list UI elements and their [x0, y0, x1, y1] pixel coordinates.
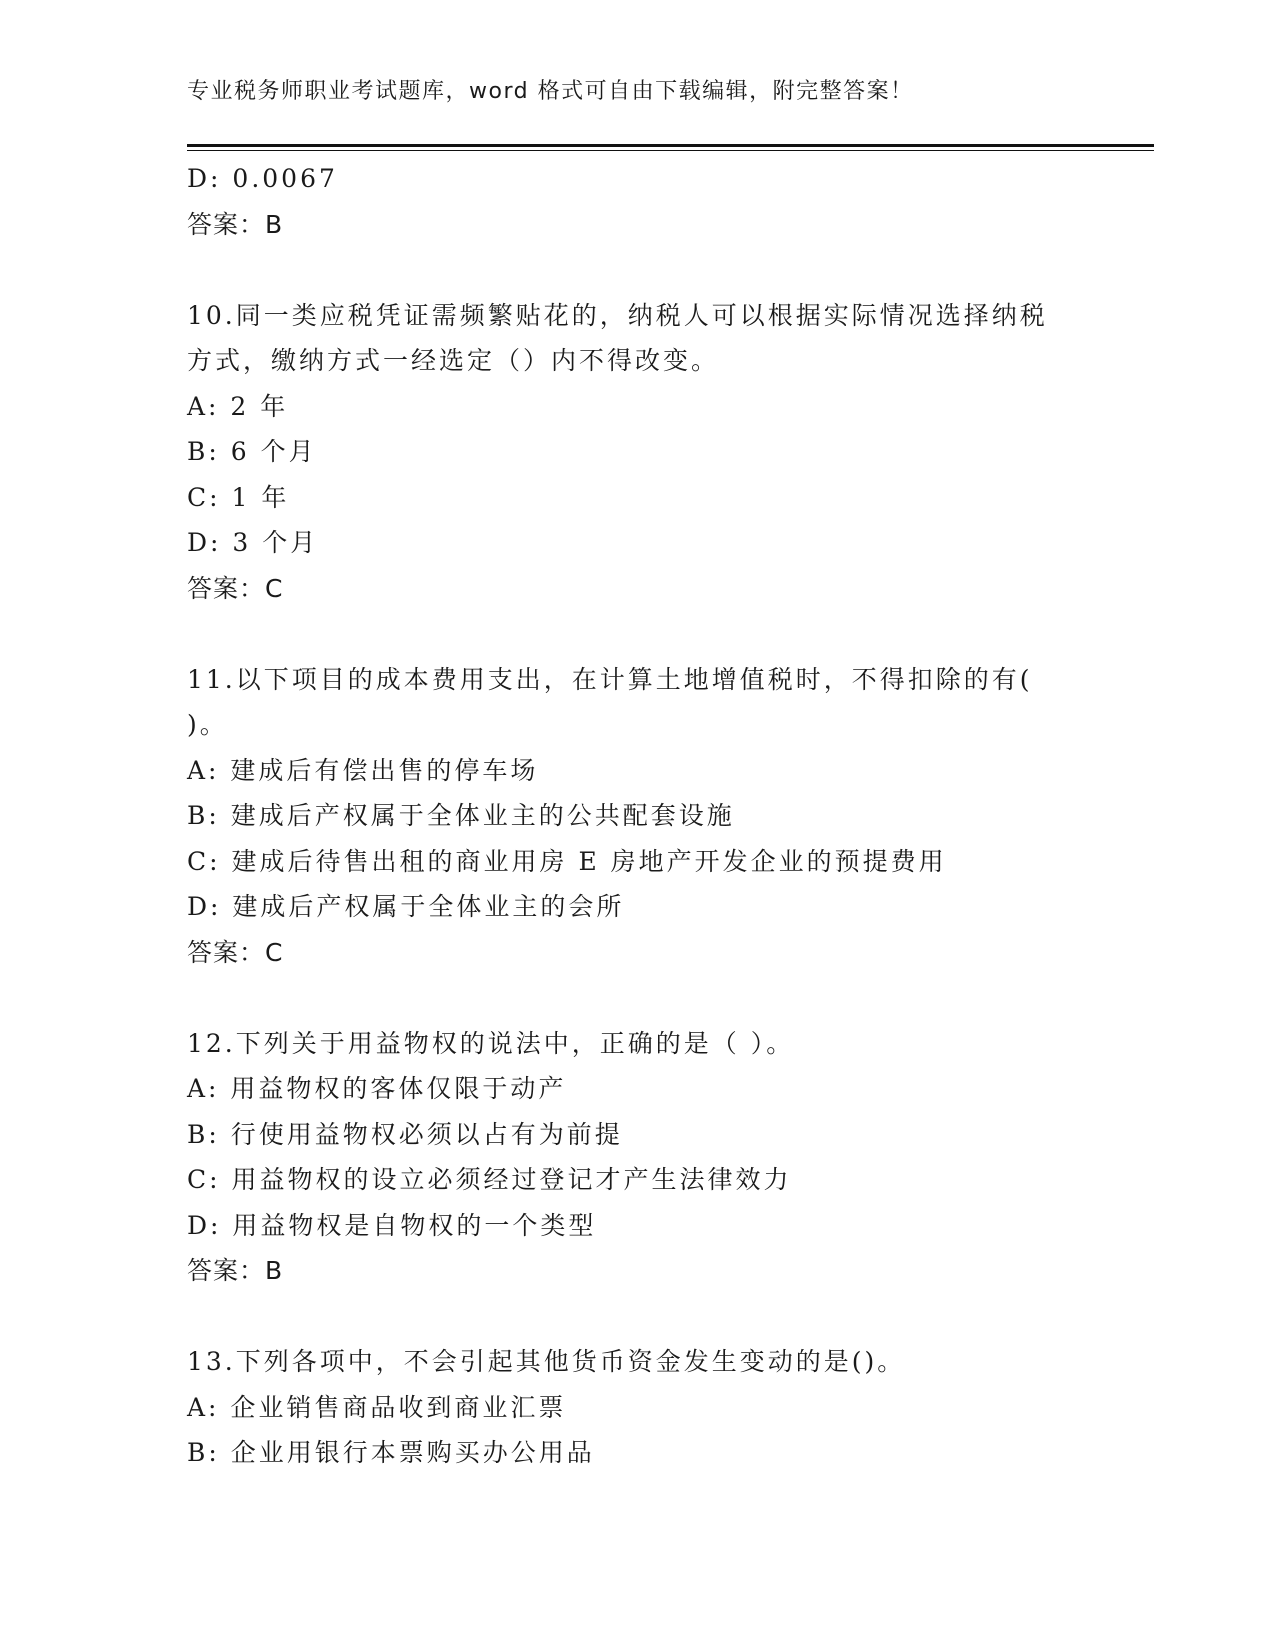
header-rule-thick: [187, 144, 1154, 147]
spacer: [187, 1294, 1087, 1340]
option-a: A: 用益物权的客体仅限于动产: [187, 1074, 567, 1103]
answer: 答案：C: [187, 573, 284, 603]
question-10: [187, 293, 1087, 612]
page-header-note: 专业税务师职业考试题库，word 格式可自由下载编辑，附完整答案！: [187, 79, 914, 104]
option-b: B: 行使用益物权必须以占有为前提: [187, 1119, 623, 1149]
question-stem-line: 12.下列关于用益物权的说法中，正确的是（ ）。: [187, 1028, 795, 1058]
option-b: B: 建成后产权属于全体业主的公共配套设施: [187, 801, 735, 830]
option-d: D: 3 个月: [187, 528, 319, 557]
option-a: A: 企业销售商品收到商业汇票: [187, 1392, 567, 1422]
question-stem-line: 10.同一类应税凭证需频繁贴花的，纳税人可以根据实际情况选择纳税: [187, 300, 1048, 330]
question-11: [187, 657, 1087, 976]
option-b: B: 企业用银行本票购买办公用品: [187, 1438, 595, 1467]
question-content: [187, 156, 1087, 1476]
option-c: C: 用益物权的设立必须经过登记才产生法律效力: [187, 1165, 792, 1194]
option-c: C: 建成后待售出租的商业用房 E 房地产开发企业的预提费用: [187, 846, 947, 876]
question-stem-line: 方式，缴纳方式一经选定（）内不得改变。: [187, 346, 720, 375]
option-d-prev: D: 0.0067: [187, 164, 338, 193]
spacer: [187, 611, 1087, 657]
option-c: C: 1 年: [187, 482, 290, 512]
answer: 答案：B: [187, 1256, 284, 1285]
answer: 答案：C: [187, 937, 284, 967]
answer-prev: 答案：B: [187, 209, 284, 239]
option-d: D: 建成后产权属于全体业主的会所: [187, 892, 625, 921]
question-13: [187, 1339, 1087, 1476]
question-12: [187, 1021, 1087, 1294]
option-d: D: 用益物权是自物权的一个类型: [187, 1210, 597, 1240]
option-b: B: 6 个月: [187, 437, 317, 466]
spacer: [187, 247, 1087, 293]
header-rule-thin: [187, 150, 1154, 151]
option-a: A: 2 年: [187, 391, 289, 421]
spacer: [187, 975, 1087, 1021]
option-a: A: 建成后有偿出售的停车场: [187, 755, 539, 785]
question-stem-line: 11.以下项目的成本费用支出，在计算土地增值税时，不得扣除的有(: [187, 664, 1033, 694]
question-stem-line: 13.下列各项中，不会引起其他货币资金发生变动的是()。: [187, 1347, 906, 1376]
question-stem-line: )。: [187, 710, 228, 739]
